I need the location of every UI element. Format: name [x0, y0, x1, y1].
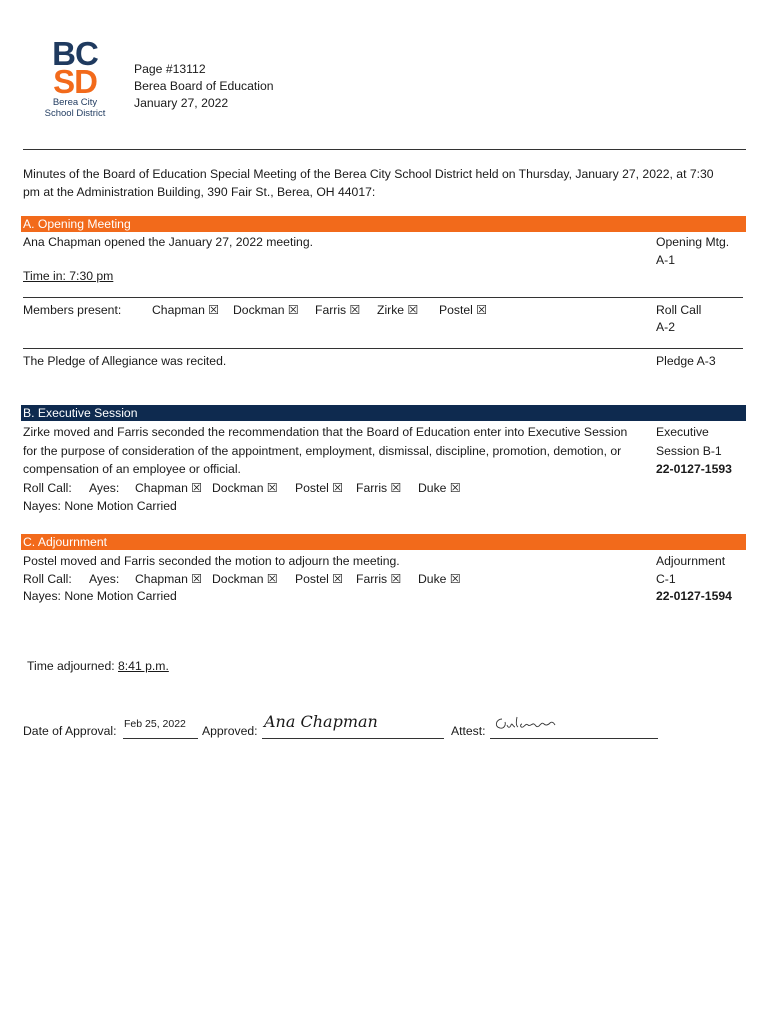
exec-roll-label: Roll Call: — [23, 481, 72, 495]
exec-aye-chapman: Chapman ☒ — [135, 481, 203, 495]
adjourn-aye-dockman: Dockman ☒ — [212, 572, 278, 586]
date-of-approval-label: Date of Approval: — [23, 724, 117, 738]
member-zirke: Zirke ☒ — [377, 303, 419, 317]
adjourn-line-1: Postel moved and Farris seconded the motion to adjourn the meeting. — [23, 554, 400, 568]
bcsd-logo — [38, 35, 112, 120]
time-adjourned — [27, 657, 169, 675]
adjourn-aye-farris: Farris ☒ — [356, 572, 402, 586]
attest-signature — [492, 713, 562, 733]
meeting-date: January 27, 2022 — [134, 96, 229, 110]
logo-letters-bottom — [38, 63, 112, 100]
header-divider — [23, 149, 746, 150]
logo-sd: SD — [53, 63, 97, 100]
pledge-text: The Pledge of Allegiance was recited. — [23, 354, 227, 368]
section-c-header: C. Adjournment — [21, 534, 746, 550]
divider-a1 — [23, 297, 743, 298]
member-dockman: Dockman ☒ — [233, 303, 299, 317]
exec-aye-postel: Postel ☒ — [295, 481, 344, 495]
member-postel: Postel ☒ — [439, 303, 488, 317]
roll-ref-2: A-2 — [656, 320, 675, 334]
approved-signature: Ana Chapman — [264, 712, 378, 731]
intro-line-1: Minutes of the Board of Education Special Meeting of the Berea City School District held on Thursday, January 27, 2022, at 7:30 — [23, 167, 714, 181]
intro-line-2: pm at the Administration Building, 390 Fair St., Berea, OH 44017: — [23, 185, 376, 199]
exec-aye-dockman: Dockman ☒ — [212, 481, 278, 495]
date-of-approval-value: Feb 25, 2022 — [124, 718, 186, 730]
exec-ref-2: Session B-1 — [656, 444, 722, 458]
logo-bc: BC — [52, 35, 98, 72]
board-name: Berea Board of Education — [134, 79, 274, 93]
adjourn-roll-label: Roll Call: — [23, 572, 72, 586]
adjourn-nayes: Nayes: None Motion Carried — [23, 589, 177, 603]
pledge-ref: Pledge A-3 — [656, 354, 716, 368]
member-farris: Farris ☒ — [315, 303, 361, 317]
adjourn-ref-2: C-1 — [656, 572, 676, 586]
opening-ref-2: A-1 — [656, 253, 675, 267]
opening-ref-1: Opening Mtg. — [656, 235, 730, 249]
section-a-header: A. Opening Meeting — [21, 216, 746, 232]
adjourn-ref-3: 22-0127-1594 — [656, 589, 732, 603]
opened-text: Ana Chapman opened the January 27, 2022 meeting. — [23, 235, 314, 249]
time-adjourned-label: Time adjourned: — [27, 659, 115, 673]
exec-line-1: Zirke moved and Farris seconded the recommendation that the Board of Education enter into Executive Session — [23, 425, 628, 439]
adjourn-aye-duke: Duke ☒ — [418, 572, 461, 586]
adjourn-ayes-label: Ayes: — [89, 572, 120, 586]
exec-aye-farris: Farris ☒ — [356, 481, 402, 495]
approved-label: Approved: — [202, 724, 258, 738]
attest-label: Attest: — [451, 724, 486, 738]
exec-nayes: Nayes: None Motion Carried — [23, 499, 177, 513]
member-chapman: Chapman ☒ — [152, 303, 220, 317]
exec-ayes-label: Ayes: — [89, 481, 120, 495]
page-number: Page #13112 — [134, 62, 206, 76]
exec-aye-duke: Duke ☒ — [418, 481, 461, 495]
time-adjourned-value: 8:41 p.m. — [118, 659, 169, 673]
section-b-header: B. Executive Session — [21, 405, 746, 421]
exec-line-2: for the purpose of consideration of the appointment, employment, dismissal, discipline, promotion, demotion, or — [23, 444, 622, 458]
roll-ref-1: Roll Call — [656, 303, 702, 317]
divider-a2 — [23, 348, 743, 349]
exec-ref-3: 22-0127-1593 — [656, 462, 732, 476]
adjourn-ref-1: Adjournment — [656, 554, 726, 568]
logo-line1: Berea City — [52, 97, 98, 108]
exec-ref-1: Executive — [656, 425, 709, 439]
exec-line-3: compensation of an employee or official. — [23, 462, 241, 476]
adjourn-aye-postel: Postel ☒ — [295, 572, 344, 586]
members-label: Members present: — [23, 303, 122, 317]
adjourn-aye-chapman: Chapman ☒ — [135, 572, 203, 586]
time-in: Time in: 7:30 pm — [23, 269, 114, 283]
logo-line2: School District — [44, 108, 106, 119]
